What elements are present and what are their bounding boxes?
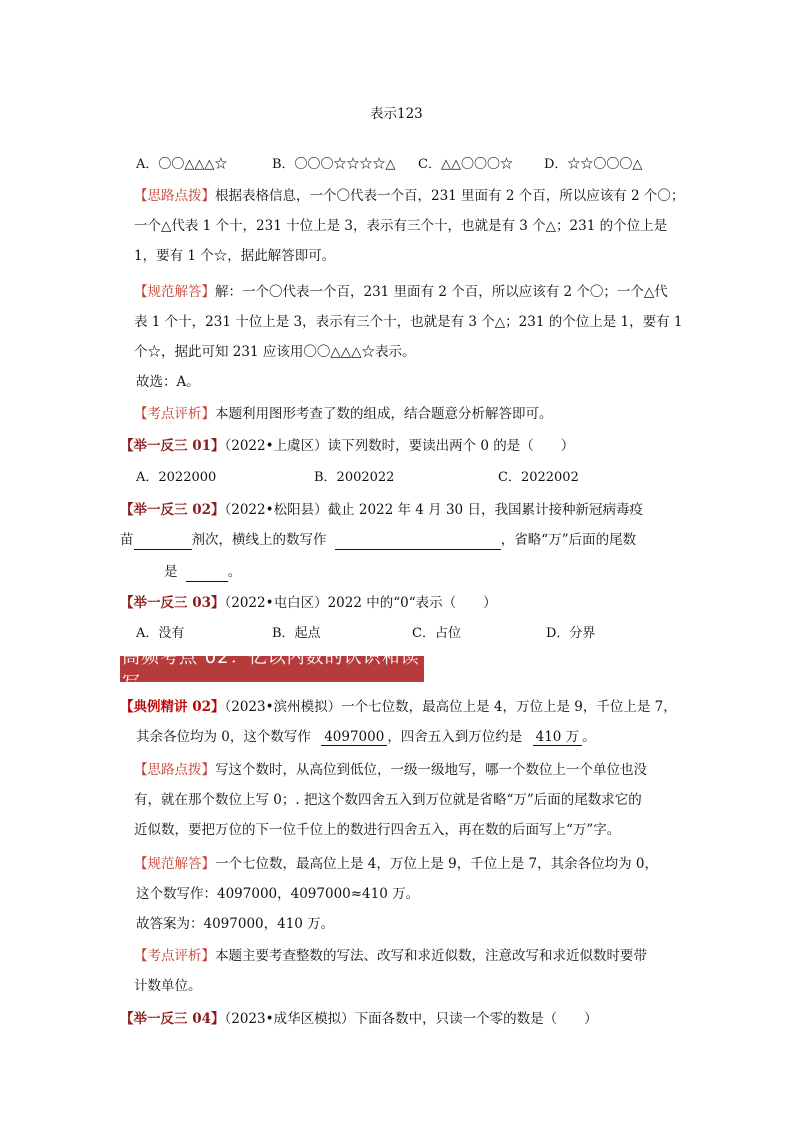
- q1-review-tag: 【考点评析】: [134, 406, 215, 422]
- q1-hint-tag: 【思路点拨】: [134, 188, 215, 204]
- ex01-option-c: C．2022002: [498, 470, 579, 485]
- t2-answer-line-3: 故答案为：4097000，410 万。: [136, 916, 335, 932]
- section-banner: [120, 647, 424, 694]
- blank-3[interactable]: [186, 567, 228, 582]
- example-02-line-3: 是 。: [164, 564, 242, 580]
- example-03: 【举一反三 03】（2022•屯白区）2022 中的“0“表示（ ）: [120, 595, 497, 611]
- t2-hint-line-3: 近似数，要把万位的下一位千位上的数进行四舍五入，再在数的后面写上“万”字。: [134, 822, 621, 838]
- answer-2: 410 万: [533, 729, 583, 746]
- top-line: 表示123: [370, 106, 423, 122]
- q1-hint-line-2: 一个△代表 1 个十，231 十位上是 3，表示有三个十，也就是有 3 个△；231 的个位上是: [134, 218, 668, 234]
- typical-02-tag: 【典例精讲 02】: [120, 699, 225, 715]
- q1-option-d: D．☆☆〇〇〇△: [544, 157, 643, 172]
- section-banner-text: 高频考点 02：亿以内数的认识和读写: [122, 647, 420, 694]
- ex03-option-d: D．分界: [546, 626, 596, 641]
- ex01-option-a: A．2022000: [136, 470, 217, 485]
- example-03-tag: 【举一反三 03】: [120, 595, 225, 611]
- typical-02-line-2: 其余各位均为 0，这个数写作 4097000 ，四舍五入到万位约是 410 万 。: [136, 729, 596, 745]
- t2-answer-line-2: 这个数写作：4097000，4097000≈410 万。: [136, 886, 420, 902]
- q1-hint-line-1: 【思路点拨】根据表格信息，一个〇代表一个百，231 里面有 2 个百，所以应该有 2 个〇；: [134, 188, 685, 204]
- example-01-tag: 【举一反三 01】: [120, 438, 225, 454]
- t2-review-tag: 【考点评析】: [134, 948, 215, 964]
- blank-2[interactable]: [335, 535, 501, 550]
- t2-review-line-2: 计数单位。: [134, 978, 202, 994]
- answer-1: 4097000: [321, 729, 387, 746]
- ex01-option-b: B．2002022: [314, 470, 395, 485]
- q1-answer-tag: 【规范解答】: [134, 284, 215, 300]
- blank-1[interactable]: [134, 535, 192, 550]
- t2-answer-tag: 【规范解答】: [134, 856, 215, 872]
- example-04-tag: 【举一反三 04】: [120, 1011, 225, 1027]
- ex03-option-b: B．起点: [272, 626, 321, 641]
- q1-answer-line-2: 表 1 个十，231 十位上是 3，表示有三个十，也就是有 3 个△；231 的个位上是 1，要有 1: [134, 314, 683, 330]
- t2-hint-tag: 【思路点拨】: [134, 762, 215, 778]
- example-02-line-2: 苗 剂次，横线上的数写作 ，省略“万”后面的尾数: [120, 532, 637, 548]
- q1-answer-line-4: 故选：A。: [136, 374, 200, 390]
- example-01: 【举一反三 01】（2022•上虞区）读下列数时，要读出两个 0 的是（ ）: [120, 438, 575, 454]
- t2-hint-line-2: 有，就在那个数位上写 0；. 把这个数四舍五入到万位就是省略“万”后面的尾数求它的: [134, 792, 642, 808]
- q1-answer-line-1: 【规范解答】解：一个〇代表一个百，231 里面有 2 个百，所以应该有 2 个〇；一个△代: [134, 284, 668, 300]
- q1-option-b: B．〇〇〇☆☆☆☆△: [272, 157, 396, 172]
- typical-02-line-1: 【典例精讲 02】（2023•滨州模拟）一个七位数，最高位上是 4，万位上是 9，千位上是 7，: [120, 699, 677, 715]
- example-02-line-1: 【举一反三 02】（2022•松阳县）截止 2022 年 4 月 30 日，我国累计接种新冠病毒疫: [120, 502, 643, 518]
- t2-review-line-1: 【考点评析】本题主要考查整数的写法、改写和求近似数，注意改写和求近似数时要带: [134, 948, 647, 964]
- ex03-option-a: A．没有: [136, 626, 185, 641]
- q1-hint-line-3: 1，要有 1 个☆，据此解答即可。: [134, 248, 336, 264]
- example-02-tag: 【举一反三 02】: [120, 502, 225, 518]
- t2-answer-line-1: 【规范解答】一个七位数，最高位上是 4，万位上是 9，千位上是 7，其余各位均为 0，: [134, 856, 659, 872]
- t2-hint-line-1: 【思路点拨】写这个数时，从高位到低位，一级一级地写，哪一个数位上一个单位也没: [134, 762, 647, 778]
- ex03-option-c: C．占位: [412, 626, 461, 641]
- q1-review: 【考点评析】本题利用图形考查了数的组成，结合题意分析解答即可。: [134, 406, 553, 422]
- q1-answer-line-3: 个☆，据此可知 231 应该用〇〇△△△☆表示。: [134, 344, 416, 360]
- q1-option-a: A．〇〇△△△☆: [136, 157, 228, 172]
- q1-option-c: C．△△〇〇〇☆: [418, 157, 513, 172]
- example-04: 【举一反三 04】（2023•成华区模拟）下面各数中，只读一个零的数是（ ）: [120, 1011, 598, 1027]
